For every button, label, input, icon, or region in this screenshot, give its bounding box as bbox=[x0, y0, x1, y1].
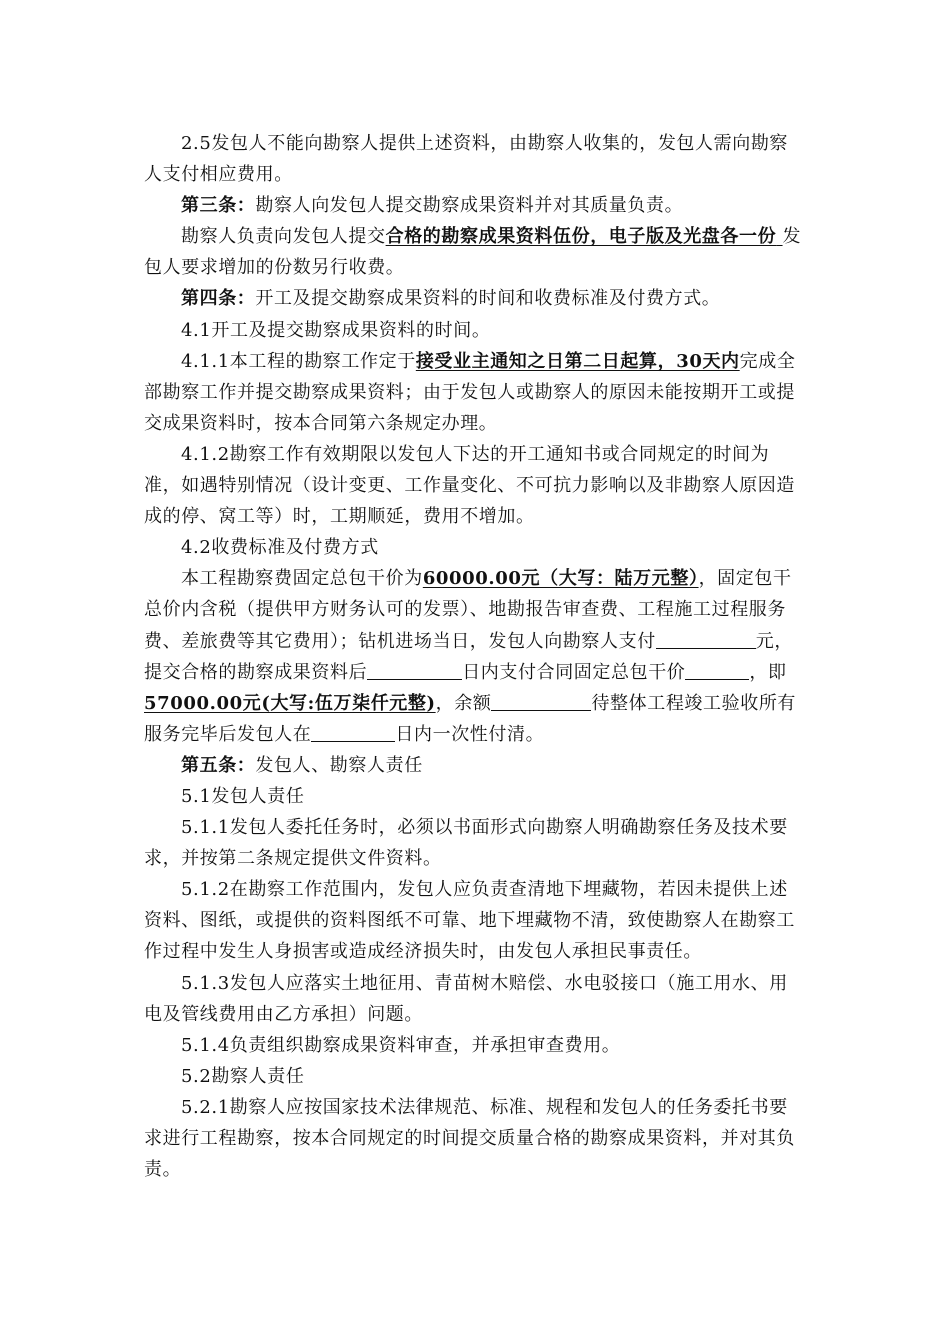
article-text: 开工及提交勘察成果资料的时间和收费标准及付费方式。 bbox=[255, 288, 721, 310]
clause-5-1-2: 5.1.2在勘察工作范围内，发包人应负责查清地下埋藏物，若因未提供上述资料、图纸，或提供的资料图纸不可靠、地下埋藏物不清，致使勘察人在勘察工作过程中发生人身损害或造成经济损失时，由发包人承担民事责任。 bbox=[144, 879, 795, 963]
text-run: 勘察人负责向发包人提交 bbox=[181, 226, 386, 248]
clause-4-2: 4.2收费标准及付费方式 bbox=[181, 537, 379, 559]
schedule-filled-value: 接受业主通知之日第二日起算，30天内 bbox=[415, 350, 740, 372]
text-run: ，即 bbox=[749, 661, 787, 683]
article-text: 发包人、勘察人责任 bbox=[255, 754, 423, 776]
fee-paragraph bbox=[144, 563, 804, 750]
clause-5-1-1: 5.1.1发包人委托任务时，必须以书面形式向勘察人明确勘察任务及技术要求，并按第二条规定提供文件资料。 bbox=[144, 817, 788, 870]
text-run: 4.1.1本工程的勘察工作定于 bbox=[181, 350, 416, 372]
text-run: 完成全部勘察工作并提交勘察成果资料；由于发包人或勘察人的原因未能按期开工或提交成果资料时，按本合同第六条规定办理。 bbox=[144, 350, 796, 434]
clause-4-1-1 bbox=[144, 346, 804, 439]
clause-5-1: 5.1发包人责任 bbox=[181, 785, 305, 807]
clause-5-2-1: 5.2.1勘察人应按国家技术法律规范、标准、规程和发包人的任务委托书要求进行工程勘察，按本合同规定的时间提交质量合格的勘察成果资料，并对其负责。 bbox=[144, 1096, 795, 1181]
blank-line bbox=[311, 721, 395, 742]
text-run: 本工程勘察费固定总包干价为 bbox=[181, 568, 423, 590]
contract-body bbox=[144, 128, 804, 1185]
clause-5-1-3: 5.1.3发包人应落实土地征用、青苗树木赔偿、水电驳接口（施工用水、用电及管线费用由乙方承担）问题。 bbox=[144, 972, 788, 1025]
text-run: 日内一次性付清。 bbox=[395, 723, 545, 745]
clause-4-1: 4.1开工及提交勘察成果资料的时间。 bbox=[181, 319, 491, 341]
blank-line bbox=[685, 659, 749, 680]
blank-line bbox=[367, 659, 462, 680]
clause-5-1-4: 5.1.4负责组织勘察成果资料审查，并承担审查费用。 bbox=[181, 1034, 621, 1056]
article-3-heading bbox=[144, 190, 804, 221]
text-run: 元，提交合格的勘察成果资料后 bbox=[144, 630, 793, 683]
blank-line bbox=[656, 628, 756, 649]
payment-value: 57000.00元(大写:伍万柒仟元整) bbox=[144, 692, 436, 714]
text-run: 待整体工程竣工验收所有服务完毕后发包人在 bbox=[144, 692, 797, 745]
text-run: 日内支付合同固定总包干价 bbox=[462, 661, 686, 683]
text-run: ，固定包干总价内含税（提供甲方财务认可的发票）、地勘报告审查费、工程施工过程服务费、差旅费等其它费用）；钻机进场当日，发包人向勘察人支付 bbox=[144, 568, 792, 652]
article-text: 勘察人向发包人提交勘察成果资料并对其质量负责。 bbox=[255, 195, 684, 217]
deliverables-paragraph bbox=[144, 221, 804, 283]
article-label: 第三条： bbox=[181, 195, 256, 217]
article-label: 第四条： bbox=[181, 288, 256, 310]
total-fee-value: 60000.00元（大写：陆万元整） bbox=[422, 568, 699, 590]
clause-5-2: 5.2勘察人责任 bbox=[181, 1065, 305, 1087]
deliverables-filled-value: 合格的勘察成果资料伍份，电子版及光盘各一份 bbox=[385, 226, 777, 248]
text-run: 发包人要求增加的份数另行收费。 bbox=[144, 226, 802, 279]
article-5-heading bbox=[144, 750, 804, 781]
clause-2-5: 2.5发包人不能向勘察人提供上述资料，由勘察人收集的，发包人需向勘察人支付相应费用。 bbox=[144, 133, 789, 186]
text-run: ，余额 bbox=[435, 692, 492, 714]
clause-4-1-2: 4.1.2勘察工作有效期限以发包人下达的开工通知书或合同规定的时间为准，如遇特别情况（设计变更、工作量变化、不可抗力影响以及非勘察人原因造成的停、窝工等）时，工期顺延，费用不增加。 bbox=[144, 443, 795, 528]
article-label: 第五条： bbox=[181, 754, 256, 776]
article-4-heading bbox=[144, 283, 804, 314]
blank-line bbox=[491, 690, 591, 711]
